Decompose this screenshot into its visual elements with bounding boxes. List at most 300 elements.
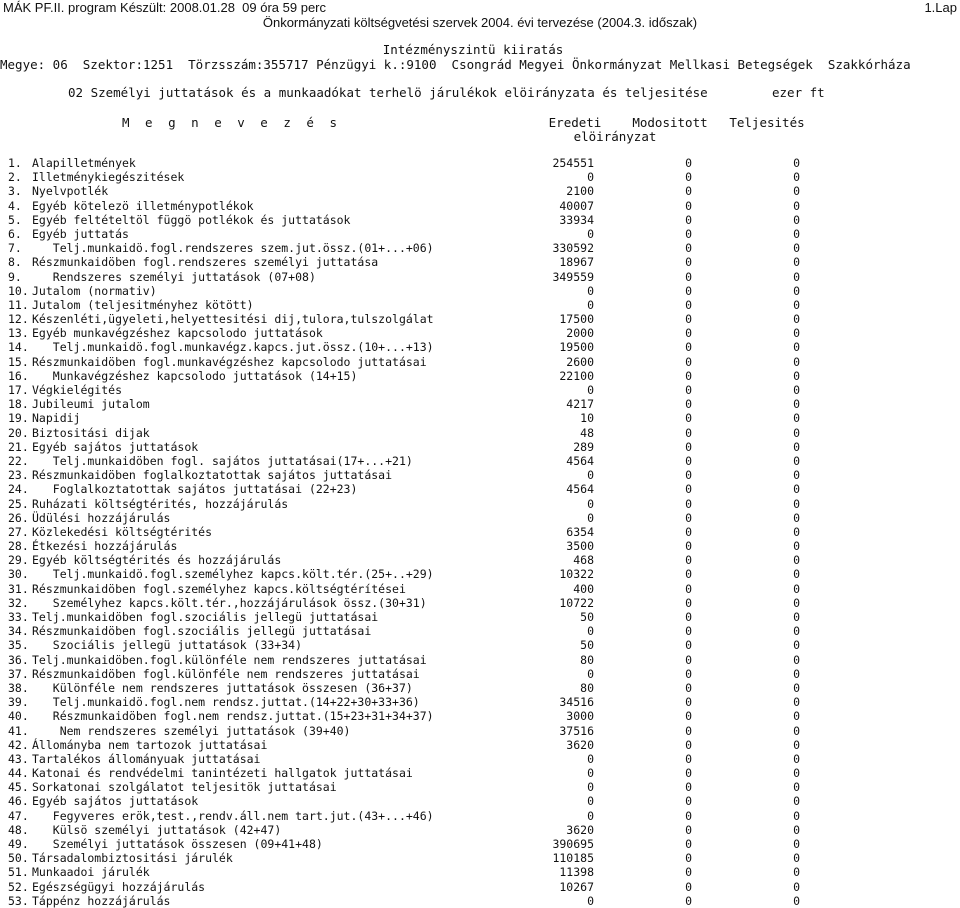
table-row	[0, 156, 960, 170]
table-row	[0, 511, 960, 525]
row-original-value: 6354	[566, 524, 594, 539]
row-modified-value: 0	[685, 255, 692, 270]
row-label: Szociális jellegü juttatások (33+34)	[32, 638, 303, 653]
row-actual-value: 0	[793, 368, 800, 383]
row-label: Részmunkaidöben fogl.különféle nem rendszeres juttatásai	[32, 666, 420, 681]
table-row	[0, 738, 960, 752]
row-label: Katonai és rendvédelmi tanintézeti hallgatok juttatásai	[32, 766, 413, 781]
table-row	[0, 184, 960, 198]
row-label: Munkaadoi járulék	[32, 865, 150, 880]
row-modified-value: 0	[685, 567, 692, 582]
row-modified-value: 0	[685, 595, 692, 610]
row-original-value: 4564	[566, 482, 594, 497]
table-row	[0, 241, 960, 255]
row-label: Tartalékos állományuak juttatásai	[32, 751, 261, 766]
row-modified-value: 0	[685, 241, 692, 256]
row-actual-value: 0	[793, 595, 800, 610]
row-actual-value: 0	[793, 610, 800, 624]
row-modified-value: 0	[685, 411, 692, 426]
report-subtitle: Önkormányzati költségvetési szervek 2004. évi tervezése (2004.3. időszak)	[262, 15, 698, 30]
row-actual-value: 0	[793, 312, 800, 327]
row-number: 52.	[8, 879, 29, 894]
row-original-value: 34516	[559, 695, 594, 710]
row-modified-value: 0	[685, 879, 692, 894]
row-modified-value: 0	[685, 680, 692, 695]
table-row	[0, 724, 960, 738]
row-actual-value: 0	[793, 766, 800, 781]
row-actual-value: 0	[793, 383, 800, 397]
row-original-value: 17500	[559, 312, 594, 327]
table-row	[0, 255, 960, 269]
row-label: Telj.munkaidöben.fogl.különféle nem rendszeres juttatásai	[32, 652, 427, 667]
table-row	[0, 270, 960, 284]
row-original-value: 0	[587, 283, 594, 298]
row-original-value: 10722	[559, 595, 594, 610]
row-label: Ruházati költségtérités, hozzájárulás	[32, 496, 289, 511]
institution-line: Megye: 06 Szektor:1251 Törzsszám:355717 Pénzügyi k.:9100 Csongrád Megyei Önkormányzat Mellkasi Betegségek Szakkórháza	[0, 57, 911, 72]
row-label: Nyelvpotlék	[32, 184, 109, 199]
table-row	[0, 312, 960, 326]
row-original-value: 0	[587, 893, 594, 908]
row-number: 1.	[8, 156, 22, 170]
row-label: Üdülési hozzájárulás	[32, 510, 171, 525]
row-original-value: 3620	[566, 822, 594, 837]
column-header-original: Eredeti	[548, 115, 602, 130]
row-modified-value: 0	[685, 893, 692, 908]
row-modified-value: 0	[685, 156, 692, 170]
row-modified-value: 0	[685, 226, 692, 241]
row-number: 29.	[8, 553, 29, 568]
row-actual-value: 0	[793, 482, 800, 497]
row-original-value: 400	[573, 581, 594, 596]
row-number: 28.	[8, 539, 29, 554]
row-actual-value: 0	[793, 695, 800, 710]
table-row	[0, 567, 960, 581]
row-original-value: 0	[587, 780, 594, 795]
table-row	[0, 638, 960, 652]
row-label: Táppénz hozzájárulás	[32, 893, 171, 908]
row-label: Jubileumi jutalom	[32, 397, 150, 412]
row-modified-value: 0	[685, 496, 692, 511]
row-modified-value: 0	[685, 766, 692, 781]
row-actual-value: 0	[793, 340, 800, 355]
row-original-value: 0	[587, 751, 594, 766]
row-number: 10.	[8, 283, 29, 298]
row-actual-value: 0	[793, 241, 800, 256]
row-modified-value: 0	[685, 340, 692, 355]
row-label: Nem rendszeres személyi juttatások (39+40)	[32, 723, 351, 738]
row-original-value: 50	[580, 610, 594, 624]
row-label: Közlekedési költségtérités	[32, 524, 213, 539]
row-label: Telj.munkaidö.fogl.munkavégz.kapcs.jut.össz.(10+...+13)	[32, 340, 434, 355]
row-number: 4.	[8, 198, 22, 213]
row-actual-value: 0	[793, 198, 800, 213]
table-row	[0, 411, 960, 425]
row-modified-value: 0	[685, 439, 692, 454]
row-original-value: 11398	[559, 865, 594, 880]
row-number: 14.	[8, 340, 29, 355]
row-number: 6.	[8, 226, 22, 241]
row-modified-value: 0	[685, 581, 692, 596]
row-number: 33.	[8, 610, 29, 624]
row-number: 13.	[8, 326, 29, 341]
row-number: 25.	[8, 496, 29, 511]
row-number: 17.	[8, 383, 29, 397]
row-label: Fegyveres erök,test.,rendv.áll.nem tart.jut.(43+...+46)	[32, 808, 434, 823]
row-modified-value: 0	[685, 539, 692, 554]
table-row	[0, 468, 960, 482]
row-modified-value: 0	[685, 312, 692, 327]
row-number: 15.	[8, 354, 29, 369]
row-label: Személyi juttatások összesen (09+41+48)	[32, 837, 323, 851]
row-original-value: 33934	[559, 212, 594, 227]
row-label: Munkavégzéshez kapcsolodo juttatások (14+15)	[32, 368, 358, 383]
row-number: 9.	[8, 269, 22, 284]
table-row	[0, 596, 960, 610]
row-original-value: 254551	[552, 156, 594, 170]
row-actual-value: 0	[793, 255, 800, 270]
row-modified-value: 0	[685, 751, 692, 766]
row-original-value: 0	[587, 808, 594, 823]
row-number: 49.	[8, 837, 29, 851]
row-modified-value: 0	[685, 638, 692, 653]
table-row	[0, 199, 960, 213]
row-modified-value: 0	[685, 822, 692, 837]
row-actual-value: 0	[793, 297, 800, 312]
row-label: Egyéb sajátos juttatások	[32, 794, 199, 809]
row-actual-value: 0	[793, 837, 800, 851]
row-number: 48.	[8, 822, 29, 837]
row-actual-value: 0	[793, 751, 800, 766]
row-number: 51.	[8, 865, 29, 880]
row-actual-value: 0	[793, 567, 800, 582]
table-row	[0, 837, 960, 851]
row-number: 12.	[8, 312, 29, 327]
table-row	[0, 766, 960, 780]
row-label: Telj.munkaidö.fogl.nem rendsz.juttat.(14+22+30+33+36)	[32, 695, 420, 710]
row-actual-value: 0	[793, 170, 800, 185]
row-original-value: 0	[587, 468, 594, 483]
row-modified-value: 0	[685, 482, 692, 497]
row-actual-value: 0	[793, 865, 800, 880]
row-actual-value: 0	[793, 269, 800, 284]
row-original-value: 110185	[552, 851, 594, 866]
row-number: 46.	[8, 794, 29, 809]
row-label: Telj.munkaidöben fogl.szociális jellegü juttatásai	[32, 610, 379, 624]
row-label: Illetménykiegészitések	[32, 170, 185, 185]
row-original-value: 0	[587, 170, 594, 185]
row-original-value: 10322	[559, 567, 594, 582]
table-row	[0, 667, 960, 681]
row-label: Részmunkaidöben fogl.rendszeres személyi juttatása	[32, 255, 379, 270]
row-modified-value: 0	[685, 851, 692, 866]
row-number: 41.	[8, 723, 29, 738]
row-number: 32.	[8, 595, 29, 610]
row-label: Személyhez kapcs.költ.tér.,hozzájárulások össz.(30+31)	[32, 595, 427, 610]
row-actual-value: 0	[793, 893, 800, 908]
row-original-value: 22100	[559, 368, 594, 383]
row-actual-value: 0	[793, 397, 800, 412]
table-row	[0, 397, 960, 411]
row-original-value: 390695	[552, 837, 594, 851]
row-number: 34.	[8, 624, 29, 639]
row-original-value: 468	[573, 553, 594, 568]
row-original-value: 19500	[559, 340, 594, 355]
row-modified-value: 0	[685, 652, 692, 667]
report-unit: ezer ft	[772, 85, 825, 100]
table-row	[0, 709, 960, 723]
row-number: 40.	[8, 709, 29, 724]
row-modified-value: 0	[685, 610, 692, 624]
row-modified-value: 0	[685, 184, 692, 199]
row-modified-value: 0	[685, 709, 692, 724]
row-original-value: 80	[580, 680, 594, 695]
row-actual-value: 0	[793, 652, 800, 667]
column-header-modified-sub: elöirányzat	[573, 129, 657, 144]
row-modified-value: 0	[685, 510, 692, 525]
row-modified-value: 0	[685, 624, 692, 639]
row-label: Jutalom (normativ)	[32, 283, 157, 298]
row-label: Részmunkaidöben foglalkoztatottak sajátos juttatásai	[32, 468, 393, 483]
row-label: Sorkatonai szolgálatot teljesitök juttatásai	[32, 780, 337, 795]
row-label: Részmunkaidöben fogl.személyhez kapcs.költségtérítései	[32, 581, 406, 596]
row-number: 47.	[8, 808, 29, 823]
row-modified-value: 0	[685, 326, 692, 341]
row-actual-value: 0	[793, 879, 800, 894]
row-label: Jutalom (teljesitményhez kötött)	[32, 297, 254, 312]
row-label: Alapilletmények	[32, 156, 136, 170]
row-actual-value: 0	[793, 709, 800, 724]
row-modified-value: 0	[685, 170, 692, 185]
row-original-value: 0	[587, 226, 594, 241]
row-original-value: 349559	[552, 269, 594, 284]
row-number: 22.	[8, 453, 29, 468]
row-modified-value: 0	[685, 468, 692, 483]
row-modified-value: 0	[685, 524, 692, 539]
row-original-value: 289	[573, 439, 594, 454]
row-label: Egyéb juttatás	[32, 226, 129, 241]
column-header-actual: Teljesités	[729, 115, 805, 130]
row-original-value: 330592	[552, 241, 594, 256]
row-original-value: 2000	[566, 326, 594, 341]
row-modified-value: 0	[685, 383, 692, 397]
table-row	[0, 794, 960, 808]
row-label: Egyéb kötelezö illetménypotlékok	[32, 198, 254, 213]
table-row	[0, 553, 960, 567]
row-actual-value: 0	[793, 808, 800, 823]
row-original-value: 0	[587, 794, 594, 809]
report-type: Intézményszintü kiiratás	[382, 42, 564, 57]
table-row	[0, 525, 960, 539]
row-actual-value: 0	[793, 666, 800, 681]
report-title: 02 Személyi juttatások és a munkaadókat terhelö járulékok elöirányzata és teljesitése	[68, 85, 708, 100]
row-number: 31.	[8, 581, 29, 596]
table-row	[0, 369, 960, 383]
row-modified-value: 0	[685, 354, 692, 369]
row-number: 36.	[8, 652, 29, 667]
table-row	[0, 681, 960, 695]
row-number: 42.	[8, 737, 29, 752]
row-actual-value: 0	[793, 624, 800, 639]
table-row	[0, 809, 960, 823]
row-actual-value: 0	[793, 581, 800, 596]
row-modified-value: 0	[685, 865, 692, 880]
row-number: 43.	[8, 751, 29, 766]
row-original-value: 80	[580, 652, 594, 667]
table-row	[0, 482, 960, 496]
row-actual-value: 0	[793, 680, 800, 695]
row-modified-value: 0	[685, 283, 692, 298]
table-row	[0, 582, 960, 596]
row-original-value: 3000	[566, 709, 594, 724]
table-row	[0, 695, 960, 709]
row-modified-value: 0	[685, 837, 692, 851]
row-actual-value: 0	[793, 326, 800, 341]
table-row	[0, 497, 960, 511]
row-number: 8.	[8, 255, 22, 270]
table-row	[0, 624, 960, 638]
row-actual-value: 0	[793, 156, 800, 170]
row-original-value: 0	[587, 766, 594, 781]
row-original-value: 0	[587, 297, 594, 312]
table-row	[0, 440, 960, 454]
table-row	[0, 851, 960, 865]
row-number: 27.	[8, 524, 29, 539]
row-actual-value: 0	[793, 539, 800, 554]
row-number: 35.	[8, 638, 29, 653]
row-actual-value: 0	[793, 453, 800, 468]
row-number: 21.	[8, 439, 29, 454]
row-actual-value: 0	[793, 723, 800, 738]
row-number: 26.	[8, 510, 29, 525]
row-actual-value: 0	[793, 354, 800, 369]
row-original-value: 48	[580, 425, 594, 440]
row-actual-value: 0	[793, 283, 800, 298]
row-original-value: 3620	[566, 737, 594, 752]
table-row	[0, 284, 960, 298]
row-original-value: 3500	[566, 539, 594, 554]
header-generated-info: MÁK PF.II. program Készült: 2008.01.28 09 óra 59 perc	[3, 0, 327, 15]
row-actual-value: 0	[793, 553, 800, 568]
row-label: Egyéb munkavégzéshez kapcsolodo juttatások	[32, 326, 323, 341]
row-original-value: 4564	[566, 453, 594, 468]
row-number: 20.	[8, 425, 29, 440]
table-row	[0, 298, 960, 312]
row-modified-value: 0	[685, 723, 692, 738]
row-original-value: 2600	[566, 354, 594, 369]
table-row	[0, 780, 960, 794]
table-row	[0, 227, 960, 241]
row-actual-value: 0	[793, 212, 800, 227]
row-label: Biztositási dijak	[32, 425, 150, 440]
row-actual-value: 0	[793, 496, 800, 511]
row-modified-value: 0	[685, 198, 692, 213]
row-label: Telj.munkaidöben fogl. sajátos juttatásai(17+...+21)	[32, 453, 413, 468]
row-modified-value: 0	[685, 368, 692, 383]
row-modified-value: 0	[685, 297, 692, 312]
report-rows	[0, 156, 960, 908]
row-modified-value: 0	[685, 425, 692, 440]
row-label: Különféle nem rendszeres juttatások összesen (36+37)	[32, 680, 413, 695]
row-label: Állományba nem tartozok juttatásai	[32, 737, 268, 752]
row-original-value: 0	[587, 496, 594, 511]
table-row	[0, 894, 960, 908]
row-number: 3.	[8, 184, 22, 199]
row-label: Napidij	[32, 411, 81, 426]
row-number: 37.	[8, 666, 29, 681]
row-label: Egyéb költségtérités és hozzájárulás	[32, 553, 282, 568]
row-actual-value: 0	[793, 425, 800, 440]
row-modified-value: 0	[685, 666, 692, 681]
row-label: Társadalombiztositási járulék	[32, 851, 233, 866]
row-number: 7.	[8, 241, 22, 256]
row-actual-value: 0	[793, 794, 800, 809]
table-row	[0, 880, 960, 894]
row-label: Részmunkaidöben fogl.szociális jellegü juttatásai	[32, 624, 372, 639]
row-label: Rendszeres személyi juttatások (07+08)	[32, 269, 316, 284]
row-actual-value: 0	[793, 226, 800, 241]
row-modified-value: 0	[685, 397, 692, 412]
row-number: 45.	[8, 780, 29, 795]
row-number: 16.	[8, 368, 29, 383]
row-label: Egyéb feltételtöl függö potlékok és juttatások	[32, 212, 351, 227]
table-row	[0, 355, 960, 369]
row-actual-value: 0	[793, 851, 800, 866]
row-number: 53.	[8, 893, 29, 908]
row-number: 44.	[8, 766, 29, 781]
table-row	[0, 752, 960, 766]
row-actual-value: 0	[793, 822, 800, 837]
row-original-value: 10267	[559, 879, 594, 894]
row-modified-value: 0	[685, 808, 692, 823]
row-label: Telj.munkaidö.fogl.személyhez kapcs.költ.tér.(25+..+29)	[32, 567, 434, 582]
row-original-value: 50	[580, 638, 594, 653]
row-label: Részmunkaidöben fogl.nem rendsz.juttat.(15+23+31+34+37)	[32, 709, 434, 724]
row-modified-value: 0	[685, 794, 692, 809]
row-number: 23.	[8, 468, 29, 483]
row-original-value: 0	[587, 624, 594, 639]
table-row	[0, 653, 960, 667]
row-number: 38.	[8, 680, 29, 695]
row-actual-value: 0	[793, 510, 800, 525]
row-actual-value: 0	[793, 439, 800, 454]
row-number: 2.	[8, 170, 22, 185]
table-row	[0, 610, 960, 624]
row-original-value: 0	[587, 383, 594, 397]
table-row	[0, 454, 960, 468]
table-row	[0, 340, 960, 354]
table-row	[0, 213, 960, 227]
row-original-value: 10	[580, 411, 594, 426]
row-label: Telj.munkaidö.fogl.rendszeres szem.jut.össz.(01+...+06)	[32, 241, 434, 256]
row-modified-value: 0	[685, 737, 692, 752]
row-modified-value: 0	[685, 212, 692, 227]
table-row	[0, 326, 960, 340]
row-modified-value: 0	[685, 453, 692, 468]
row-label: Készenléti,ügyeleti,helyettesitési dij,tulora,tulszolgálat	[32, 312, 434, 327]
row-number: 18.	[8, 397, 29, 412]
row-label: Egyéb sajátos juttatások	[32, 439, 199, 454]
row-modified-value: 0	[685, 553, 692, 568]
table-row	[0, 823, 960, 837]
row-original-value: 0	[587, 510, 594, 525]
column-header-name: M e g n e v e z é s	[122, 115, 341, 130]
row-original-value: 37516	[559, 723, 594, 738]
row-number: 24.	[8, 482, 29, 497]
row-label: Egészségügyi hozzájárulás	[32, 879, 206, 894]
row-actual-value: 0	[793, 524, 800, 539]
row-number: 30.	[8, 567, 29, 582]
